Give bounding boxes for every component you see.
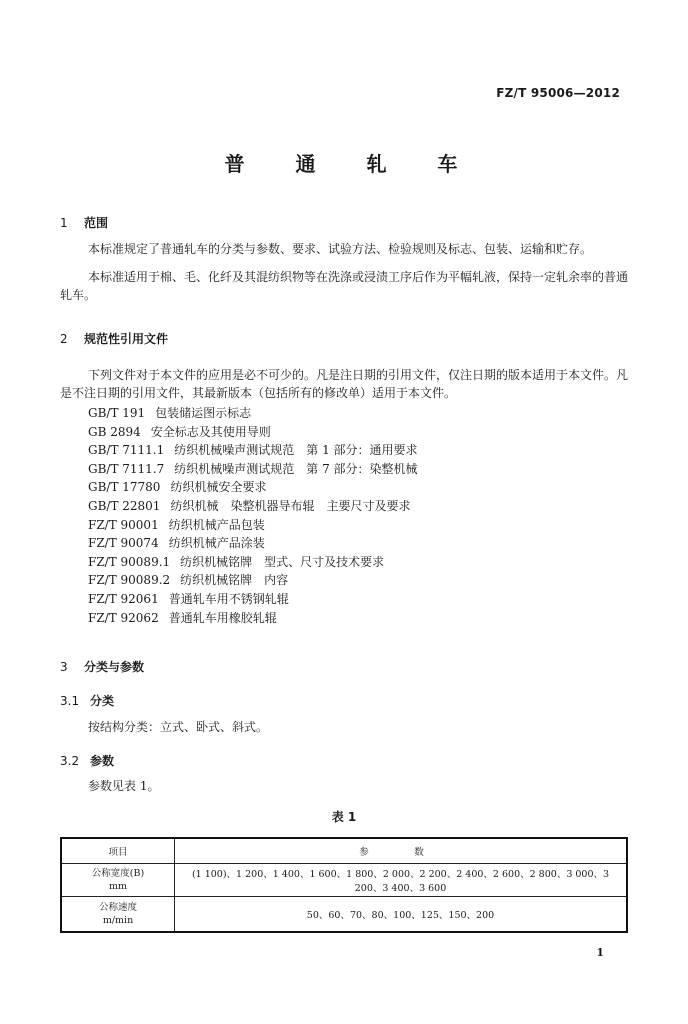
section-1-heading — [60, 214, 108, 231]
section-number: 3 — [60, 660, 68, 674]
section-title: 范围 — [84, 216, 109, 230]
references-list — [88, 404, 418, 627]
section-3-1-heading — [60, 692, 114, 709]
reference-item: FZ/T 90001 纺织机械产品包装 — [88, 517, 265, 532]
section-number: 3.2 — [60, 754, 80, 768]
column-header-parameter: 参 数 — [175, 838, 628, 864]
scope-paragraph-1: 本标准规定了普通轧车的分类与参数、要求、试验方法、检验规则及标志、包装、运输和贮存。 — [88, 242, 593, 256]
reference-item: GB/T 17780 纺织机械安全要求 — [88, 480, 267, 495]
section-3-heading — [60, 658, 144, 675]
classification-text: 按结构分类：立式、卧式、斜式。 — [88, 720, 269, 734]
column-header-item: 项目 — [61, 838, 175, 864]
section-number: 3.1 — [60, 694, 80, 708]
reference-item: GB 2894 安全标志及其使用导则 — [88, 424, 271, 439]
scope-paragraph-2: 本标准适用于棉、毛、化纤及其混纺织物等在洗涤或浸渍工序后作为平幅轧液，保持一定轧余率的普通轧车。 — [60, 270, 629, 302]
standard-code: FZ/T 95006—2012 — [496, 86, 620, 100]
page-number: 1 — [596, 946, 604, 959]
reference-item: FZ/T 90074 纺织机械产品涂装 — [88, 536, 265, 551]
section-2-heading — [60, 330, 168, 347]
reference-item: GB/T 22801 纺织机械 染整机器导布辊 主要尺寸及要求 — [88, 498, 411, 513]
reference-item: GB/T 7111.7 纺织机械噪声测试规范 第 7 部分：染整机械 — [88, 461, 418, 476]
table-cell-value: (1 100)、1 200、1 400、1 600、1 800、2 000、2 200、2 400、2 600、2 800、3 000、3 200、3 400、3 600 — [175, 864, 628, 897]
section-number: 1 — [60, 216, 68, 230]
table-cell-item: 公称速度 m/min — [61, 897, 175, 933]
reference-item: GB/T 191 包装储运图示标志 — [88, 406, 252, 420]
section-title: 分类与参数 — [84, 660, 145, 674]
table-caption: 表 1 — [331, 810, 357, 824]
section-3-2-heading — [60, 752, 114, 769]
parameter-table — [60, 837, 628, 933]
section-title: 分类 — [90, 694, 115, 708]
reference-item: FZ/T 90089.1 纺织机械铭牌 型式、尺寸及技术要求 — [88, 554, 385, 569]
references-intro: 下列文件对于本文件的应用是必不可少的。凡是注日期的引用文件，仅注日期的版本适用于本文件。凡是不注日期的引用文件，其最新版本（包括所有的修改单）适用于本文件。 — [60, 368, 629, 400]
table-cell-item: 公称宽度(B) mm — [61, 864, 175, 897]
table-header-row — [61, 838, 627, 864]
section-number: 2 — [60, 332, 68, 346]
section-title: 规范性引用文件 — [84, 332, 169, 346]
reference-item: FZ/T 92061 普通轧车用不锈钢轧辊 — [88, 591, 289, 606]
table-row — [61, 897, 627, 933]
parameter-text: 参数见表 1。 — [88, 779, 160, 793]
section-title: 参数 — [90, 754, 115, 768]
reference-item: GB/T 7111.1 纺织机械噪声测试规范 第 1 部分：通用要求 — [88, 443, 418, 458]
table-row — [61, 864, 627, 897]
document-title: 普 通 轧 车 — [224, 152, 480, 176]
reference-item: FZ/T 90089.2 纺织机械铭牌 内容 — [88, 573, 289, 588]
reference-item: FZ/T 92062 普通轧车用橡胶轧辊 — [88, 610, 277, 625]
table-cell-value: 50、60、70、80、100、125、150、200 — [175, 897, 628, 933]
